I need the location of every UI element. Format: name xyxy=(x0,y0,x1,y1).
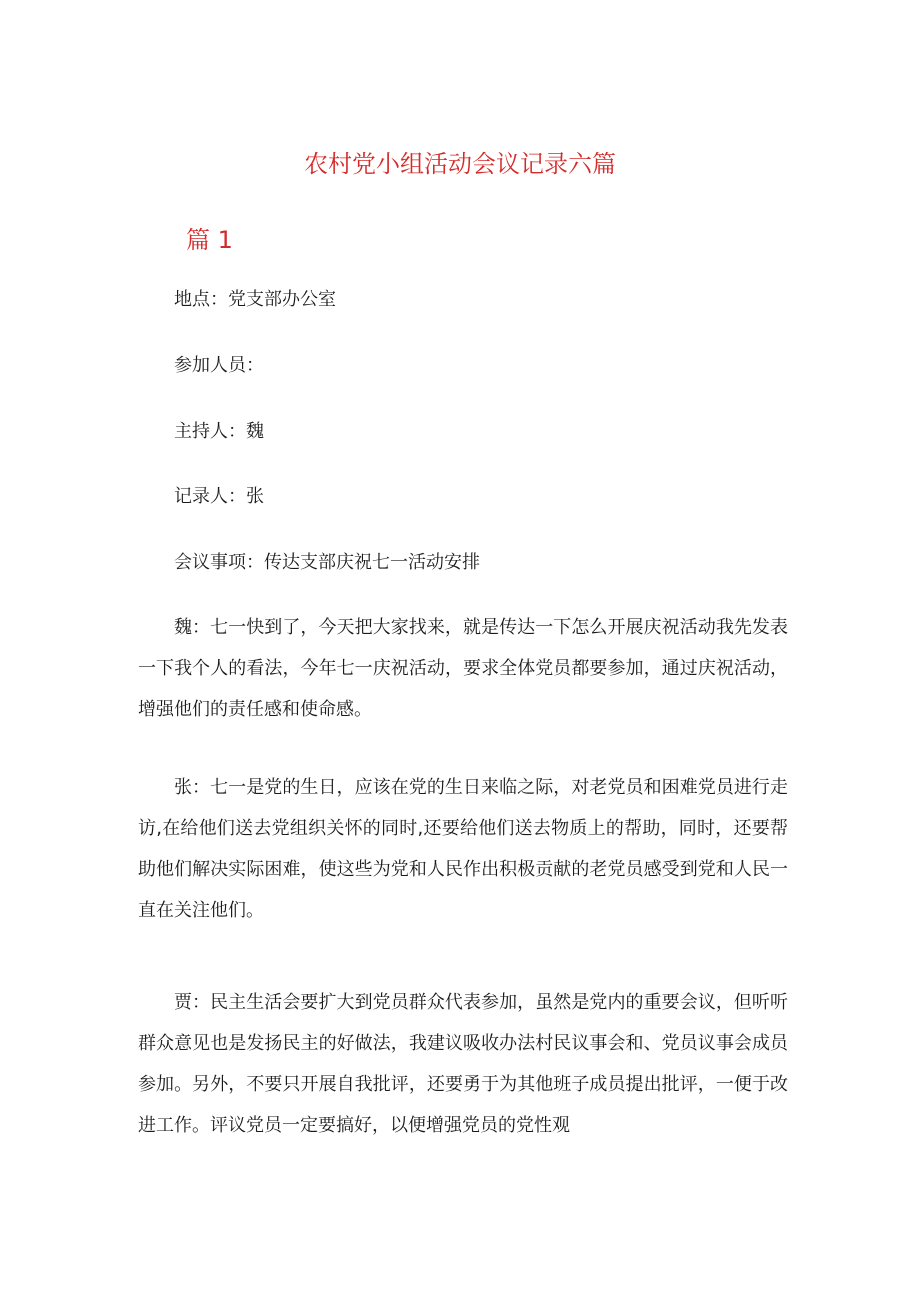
section-heading: 篇 1 xyxy=(186,226,233,254)
agenda-field: 会议事项：传达支部庆祝七一活动安排 xyxy=(174,552,480,573)
document-title: 农村党小组活动会议记录六篇 xyxy=(304,150,616,178)
paragraph-jia: 贾：民主生活会要扩大到党员群众代表参加，虽然是党内的重要会议，但听听群众意见也是发扬民主的好做法，我建议吸收办法村民议事会和、党员议事会成员参加。另外，不要只开展自我批评，还要勇于为其他班子成员提出批评，一便于改进工作。评议党员一定要搞好，以便增强党员的党性观 xyxy=(138,992,788,1136)
paragraph-wei: 魏：七一快到了，今天把大家找来，就是传达一下怎么开展庆祝活动我先发表一下我个人的看法，今年七一庆祝活动，要求全体党员都要参加，通过庆祝活动，增强他们的责任感和使命感。 xyxy=(138,617,788,720)
attendees-field: 参加人员： xyxy=(174,355,264,376)
recorder-field: 记录人：张 xyxy=(174,486,264,507)
paragraph-zhang: 张：七一是党的生日，应该在党的生日来临之际，对老党员和困难党员进行走访,在给他们送去党组织关怀的同时,还要给他们送去物质上的帮助，同时，还要帮助他们解决实际困难，使这些为党和人民作出积极贡献的老党员感受到党和人民一直在关注他们。 xyxy=(138,777,788,921)
location-field: 地点：党支部办公室 xyxy=(174,289,336,310)
host-field: 主持人：魏 xyxy=(174,421,264,442)
